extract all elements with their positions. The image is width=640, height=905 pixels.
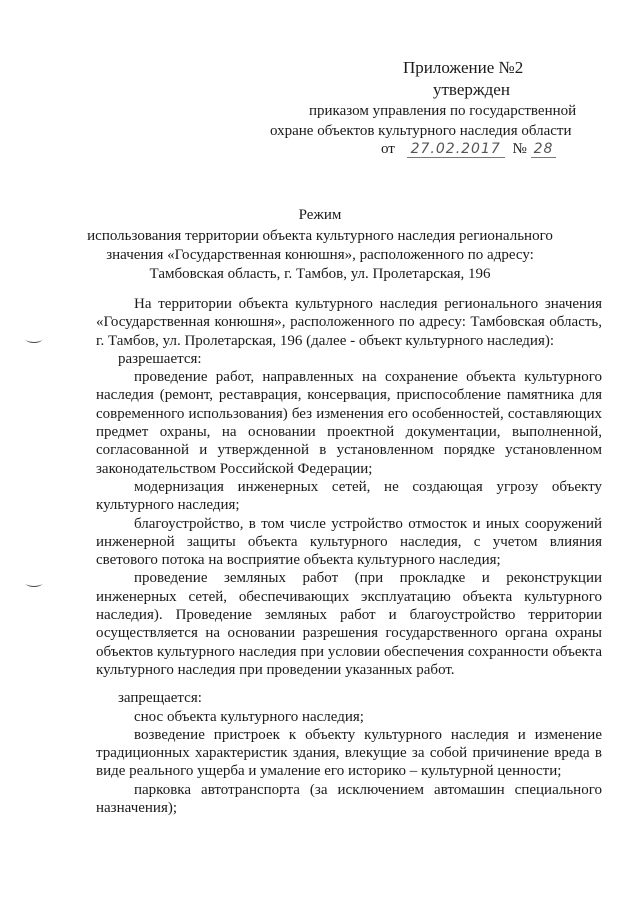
intro-paragraph: На территории объекта культурного наследия регионального значения «Государственная конюшня», расположенного по адресу: Тамбовская область, г. Тамбов, ул. Пролетарская, 196 (далее - объект культурного наследия):	[96, 296, 602, 349]
header-date-line	[381, 141, 556, 158]
title-line-2: использования территории объекта культурного наследия регионального	[87, 228, 553, 244]
handwritten-date: 27.02.2017	[407, 141, 505, 158]
allowed-item-3: благоустройство, в том числе устройство отмосток и иных сооружений инженерной защиты объекта культурного наследия, с учетом влияния светового потока на восприятие объекта культурного наследия;	[96, 515, 602, 569]
forbidden-item-1: снос объекта культурного наследия;	[134, 708, 364, 725]
handwritten-number: 28	[531, 141, 557, 158]
allowed-item-1: проведение работ, направленных на сохранение объекта культурного наследия (ремонт, реставрация, консервация, приспособление памятника для современного использования) без изменения его особенностей, составляющих предмет охраны, на основании проектной документации, выполненной, согласованной и утвержденной в установленном порядке установленном законодательством Российской Федерации;	[96, 369, 602, 477]
forbidden-item-3: парковка автотранспорта (за исключением автомашин специального назначения);	[96, 781, 602, 817]
date-prefix: от	[381, 141, 395, 157]
allowed-heading: разрешается:	[118, 350, 202, 367]
title-line-3: значения «Государственная конюшня», расположенного по адресу:	[106, 247, 534, 263]
margin-mark	[26, 336, 42, 343]
margin-mark	[26, 580, 42, 587]
body-text	[96, 295, 602, 817]
allowed-item-2: модернизация инженерных сетей, не создающая угрозу объекту культурного наследия;	[96, 478, 602, 514]
title-regime: Режим	[298, 207, 342, 223]
allowed-item-4: проведение земляных работ (при прокладке и реконструкции инженерных сетей, обеспечивающих эксплуатацию объекта культурного наследия). Проведение земляных работ и благоустройство территории осуществляется на основании разрешения государственного органа охраны объектов культурного наследия при условии обеспечения сохранности объекта культурного наследия при проведении указанных работ.	[96, 570, 602, 678]
number-prefix: №	[512, 141, 527, 157]
forbidden-heading: запрещается:	[118, 690, 202, 707]
title-address: Тамбовская область, г. Тамбов, ул. Пролетарская, 196	[149, 266, 491, 282]
header-authority: охране объектов культурного наследия области	[270, 123, 572, 139]
title-block	[80, 206, 560, 284]
forbidden-item-2: возведение пристроек к объекту культурного наследия и изменение традиционных характеристик здания, влекущие за собой причинение вреда в виде реального ущерба и умаление его историко – культурной ценности;	[96, 726, 602, 780]
header-appendix: Приложение №2	[403, 58, 524, 77]
header-approved: утвержден	[433, 80, 510, 99]
header-order: приказом управления по государственной	[309, 103, 577, 119]
